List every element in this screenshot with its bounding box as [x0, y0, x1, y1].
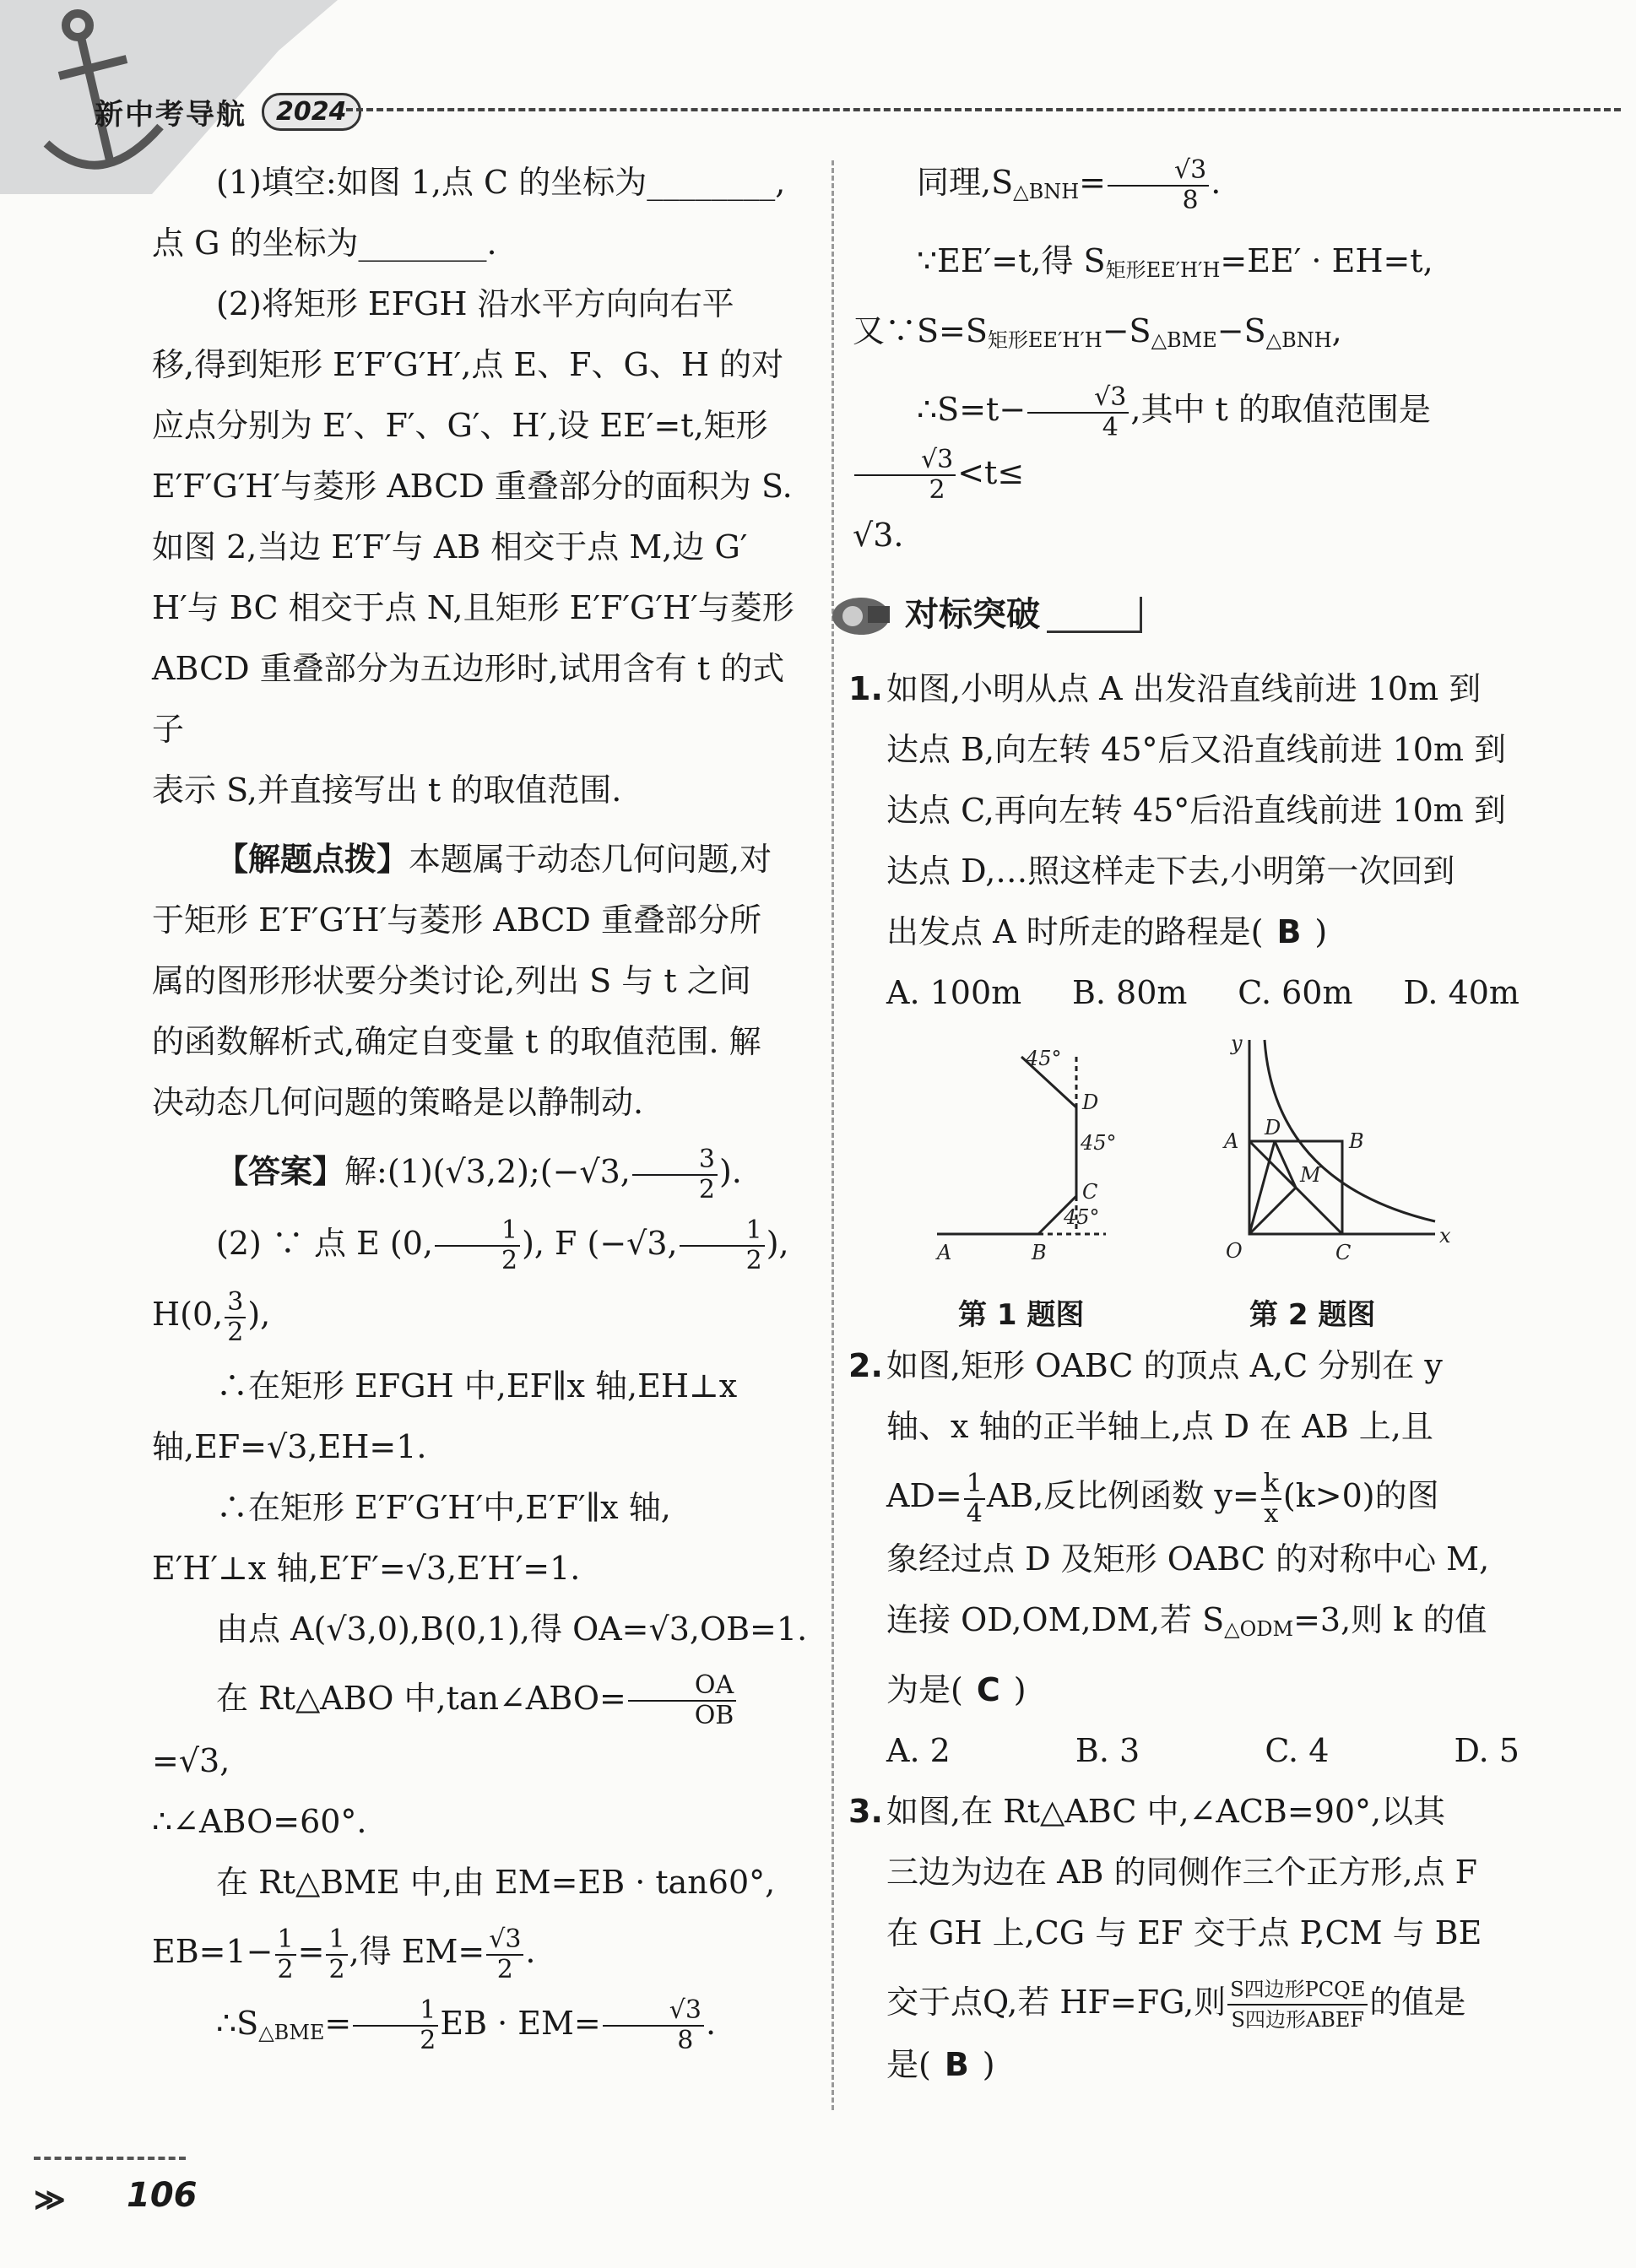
svg-text:C: C: [1335, 1241, 1352, 1264]
text-line: 决动态几何问题的策略是以静制动.: [152, 1084, 644, 1121]
solution-tip: [152, 829, 810, 890]
header-title: 新中考导航: [95, 98, 246, 132]
fraction: $\frac{1}{2}$: [680, 1216, 765, 1275]
answer-line: 【答案】解:(1)(√3,2);(−√3, $\frac{3}{2}$ ).: [216, 1144, 742, 1204]
fraction: $\frac{3}{2}$: [225, 1288, 246, 1347]
text-line: 由点 A(√3,0),B(0,1),得 OA=√3,OB=1.: [216, 1610, 808, 1648]
answer-line: ∵EE′=t,得 $S_{矩形EE'H'H}=EE' \cdot EH=t$,: [917, 242, 1433, 282]
answer-line: 同理$,S_{\triangle BNH}=$ $\frac{√3}{8}$ .: [917, 154, 1222, 215]
text-line: 移,得到矩形 E′F′G′H′,点 E、F、G、H 的对: [152, 346, 784, 383]
option: C. 4: [1265, 1731, 1330, 1769]
arrow-icon: ≫: [34, 2182, 66, 2217]
header-year-badge: 2024: [262, 93, 361, 131]
fraction: $\frac{√3}{2}$: [486, 1925, 523, 1984]
option: B. 80m: [1071, 974, 1188, 1011]
fraction: $\frac{k}{x}$: [1261, 1470, 1281, 1529]
svg-text:45°: 45°: [1064, 1205, 1100, 1229]
answer-line: ∴S=t− $\frac{√3}{4}$ ,其中 t 的取值范围是 $\frac{√3}{2}$ <t≤: [853, 379, 1528, 505]
column-divider: [832, 160, 834, 2110]
svg-text:D: D: [1265, 1116, 1281, 1139]
svg-text:O: O: [1226, 1239, 1243, 1263]
question-number: 3.: [848, 1792, 883, 1830]
answer-line: 在 Rt△ABO 中,tan∠ABO= $\frac{OA}{OB}$ =√3,: [152, 1668, 810, 1792]
figure-diagrams: [853, 1031, 1528, 1285]
svg-text:D: D: [1082, 1091, 1099, 1114]
fraction: $\frac{√3}{8}$: [1108, 156, 1209, 215]
text-line: E′H′⊥x 轴,E′F′=√3,E′H′=1.: [152, 1549, 581, 1587]
text-line: 应点分别为 E′、F′、G′、H′,设 EE′=t,矩形: [152, 407, 768, 444]
text-line: ∴在矩形 EFGH 中,EF∥x 轴,EH⊥x: [216, 1367, 738, 1405]
section-title: 对标突破: [905, 595, 1040, 634]
question-3: 3. 如图,在 Rt△ABC 中,∠ACB=90°,以其 三边为边在 AB 的同侧作三个正方形,点 F 在 GH 上,CG 与 EF 交于点 P,CM 与 BE 交于点Q,若 HF=FG,则 $\frac{\text{S四边形PCQE}}{\text{S四边形ABEF}}$ 的值是 是( B ): [853, 1781, 1528, 2096]
answer-line: (2) ∵ 点 E (0, $\frac{1}{2}$ ), F (−√3, $\frac{1}{2}$ ),: [216, 1215, 789, 1275]
section-decoration: [1047, 597, 1142, 633]
text-line: ∴∠ABO=60°.: [152, 1803, 367, 1840]
answer-line: 又$\because S=S_{矩形EE'H'H}-S_{\triangle BME}-S_{\triangle BNH}$,: [853, 312, 1342, 352]
svg-text:A: A: [937, 1241, 952, 1264]
text-line: 在 Rt△BME 中,由 EM=EB · tan60°,: [216, 1864, 776, 1901]
svg-text:B: B: [1349, 1129, 1364, 1153]
option: C. 60m: [1238, 974, 1353, 1011]
fraction: $\frac{1}{4}$: [964, 1470, 985, 1529]
svg-text:y: y: [1231, 1031, 1243, 1055]
figure-1-caption: 第 1 题图: [958, 1298, 1085, 1332]
text-line: 点 G 的坐标为________.: [152, 225, 497, 262]
answer-line: H(0, $\frac{3}{2}$ ),: [152, 1286, 271, 1347]
question-1: 1. 如图,小明从点 A 出发沿直线前进 10m 到 达点 B,向左转 45°后又沿直线前进 10m 到 达点 C,再向左转 45°后沿直线前进 10m 到 达点 D,…照这样走下去,小明第一次回到 出发点 A 时所走的路程是( B ): [853, 658, 1528, 962]
text-line: (2)将矩形 EFGH 沿水平方向向右平: [216, 285, 734, 322]
option: A. 2: [886, 1731, 951, 1769]
tip-label: 【解题点拨】: [216, 841, 409, 878]
text-line: 于矩形 E′F′G′H′与菱形 ABCD 重叠部分所: [152, 901, 761, 939]
answer-choice: C: [976, 1670, 1000, 1708]
text-line: ABCD 重叠部分为五边形时,试用含有 t 的式子: [152, 650, 785, 748]
svg-text:45°: 45°: [1026, 1047, 1062, 1070]
text-line: E′F′G′H′与菱形 ABCD 重叠部分的面积为 S.: [152, 468, 793, 505]
svg-text:M: M: [1300, 1163, 1321, 1187]
fraction: $\frac{√3}{2}$: [854, 446, 956, 505]
text-line: (1)填空:如图 1,点 C 的坐标为________,: [216, 164, 786, 201]
text-line: 的函数解析式,确定自变量 t 的取值范围. 解: [152, 1023, 761, 1060]
fraction: $\frac{OA}{OB}$: [628, 1671, 736, 1730]
answer-line: $\therefore S_{\triangle BME}=$ $\frac{1}{2}$ EB · EM= $\frac{√3}{8}$ .: [216, 1995, 717, 2055]
text-line: √3.: [853, 517, 904, 554]
text-line: 轴,EF=√3,EH=1.: [152, 1427, 427, 1465]
text-line: 本题属于动态几何问题,对: [409, 841, 772, 878]
page-number: 106: [127, 2176, 198, 2215]
section-heading: [827, 581, 1528, 648]
svg-text:45°: 45°: [1081, 1131, 1117, 1155]
options-row: [853, 962, 1528, 1023]
option: D. 5: [1454, 1731, 1520, 1769]
fraction: $\frac{\text{S四边形PCQE}}{\text{S四边形ABEF}}$: [1227, 1975, 1368, 2034]
svg-text:B: B: [1032, 1241, 1047, 1264]
fraction: $\frac{√3}{4}$: [1027, 383, 1129, 442]
fraction: $\frac{√3}{8}$: [603, 1996, 704, 2055]
svg-text:x: x: [1439, 1224, 1451, 1248]
options-row: [853, 1720, 1528, 1781]
text-line: H′与 BC 相交于点 N,且矩形 E′F′G′H′与菱形: [152, 589, 794, 626]
figure-1-labels: [935, 1047, 1117, 1264]
svg-text:A: A: [1224, 1129, 1239, 1153]
option: D. 40m: [1403, 974, 1520, 1011]
fraction: $\frac{1}{2}$: [353, 1996, 438, 2055]
answer-line: EB=1− $\frac{1}{2}$ = $\frac{1}{2}$ ,得 EM= $\frac{√3}{2}$ .: [152, 1924, 536, 1984]
text-line: 如图 2,当边 E′F′与 AB 相交于点 M,边 G′: [152, 528, 748, 566]
text-line: ∴在矩形 E′F′G′H′中,E′F′∥x 轴,: [216, 1488, 671, 1526]
option: B. 3: [1075, 1731, 1140, 1769]
figures-row: [853, 1031, 1528, 1335]
text-line: 属的图形形状要分类讨论,列出 S 与 t 之间: [152, 962, 751, 999]
left-column: [152, 152, 810, 2063]
text-line: 表示 S,并直接写出 t 的取值范围.: [152, 771, 622, 809]
question-number: 1.: [848, 670, 883, 707]
fraction: $\frac{3}{2}$: [632, 1145, 718, 1204]
footer-divider: [34, 2157, 186, 2160]
fraction: $\frac{1}{2}$: [435, 1216, 520, 1275]
figure-2-caption: 第 2 题图: [1249, 1298, 1376, 1332]
telescope-icon: [827, 589, 895, 640]
header-divider: [346, 108, 1621, 111]
fraction: $\frac{1}{2}$: [275, 1925, 296, 1984]
answer-choice: B: [1276, 913, 1302, 950]
answer-label: 【答案】: [216, 1153, 345, 1190]
option: A. 100m: [886, 974, 1022, 1011]
question-number: 2.: [848, 1347, 883, 1384]
question-2: 2. 如图,矩形 OABC 的顶点 A,C 分别在 y 轴、x 轴的正半轴上,点 D 在 AB 上,且 AD= $\frac{1}{4}$ AB,反比例函数 y= $\frac{k}{x}$ (k>0)的图 象经过点 D 及矩形 OABC 的对称中心 M, 连接 OD,OM,DM,若 $S_{\triangle ODM}=3$,则 k 的值 为是( C ): [853, 1335, 1528, 1720]
answer-choice: B: [944, 2046, 969, 2083]
svg-text:C: C: [1082, 1180, 1098, 1204]
fraction: $\frac{1}{2}$: [326, 1925, 347, 1984]
right-column: [848, 152, 1528, 2095]
